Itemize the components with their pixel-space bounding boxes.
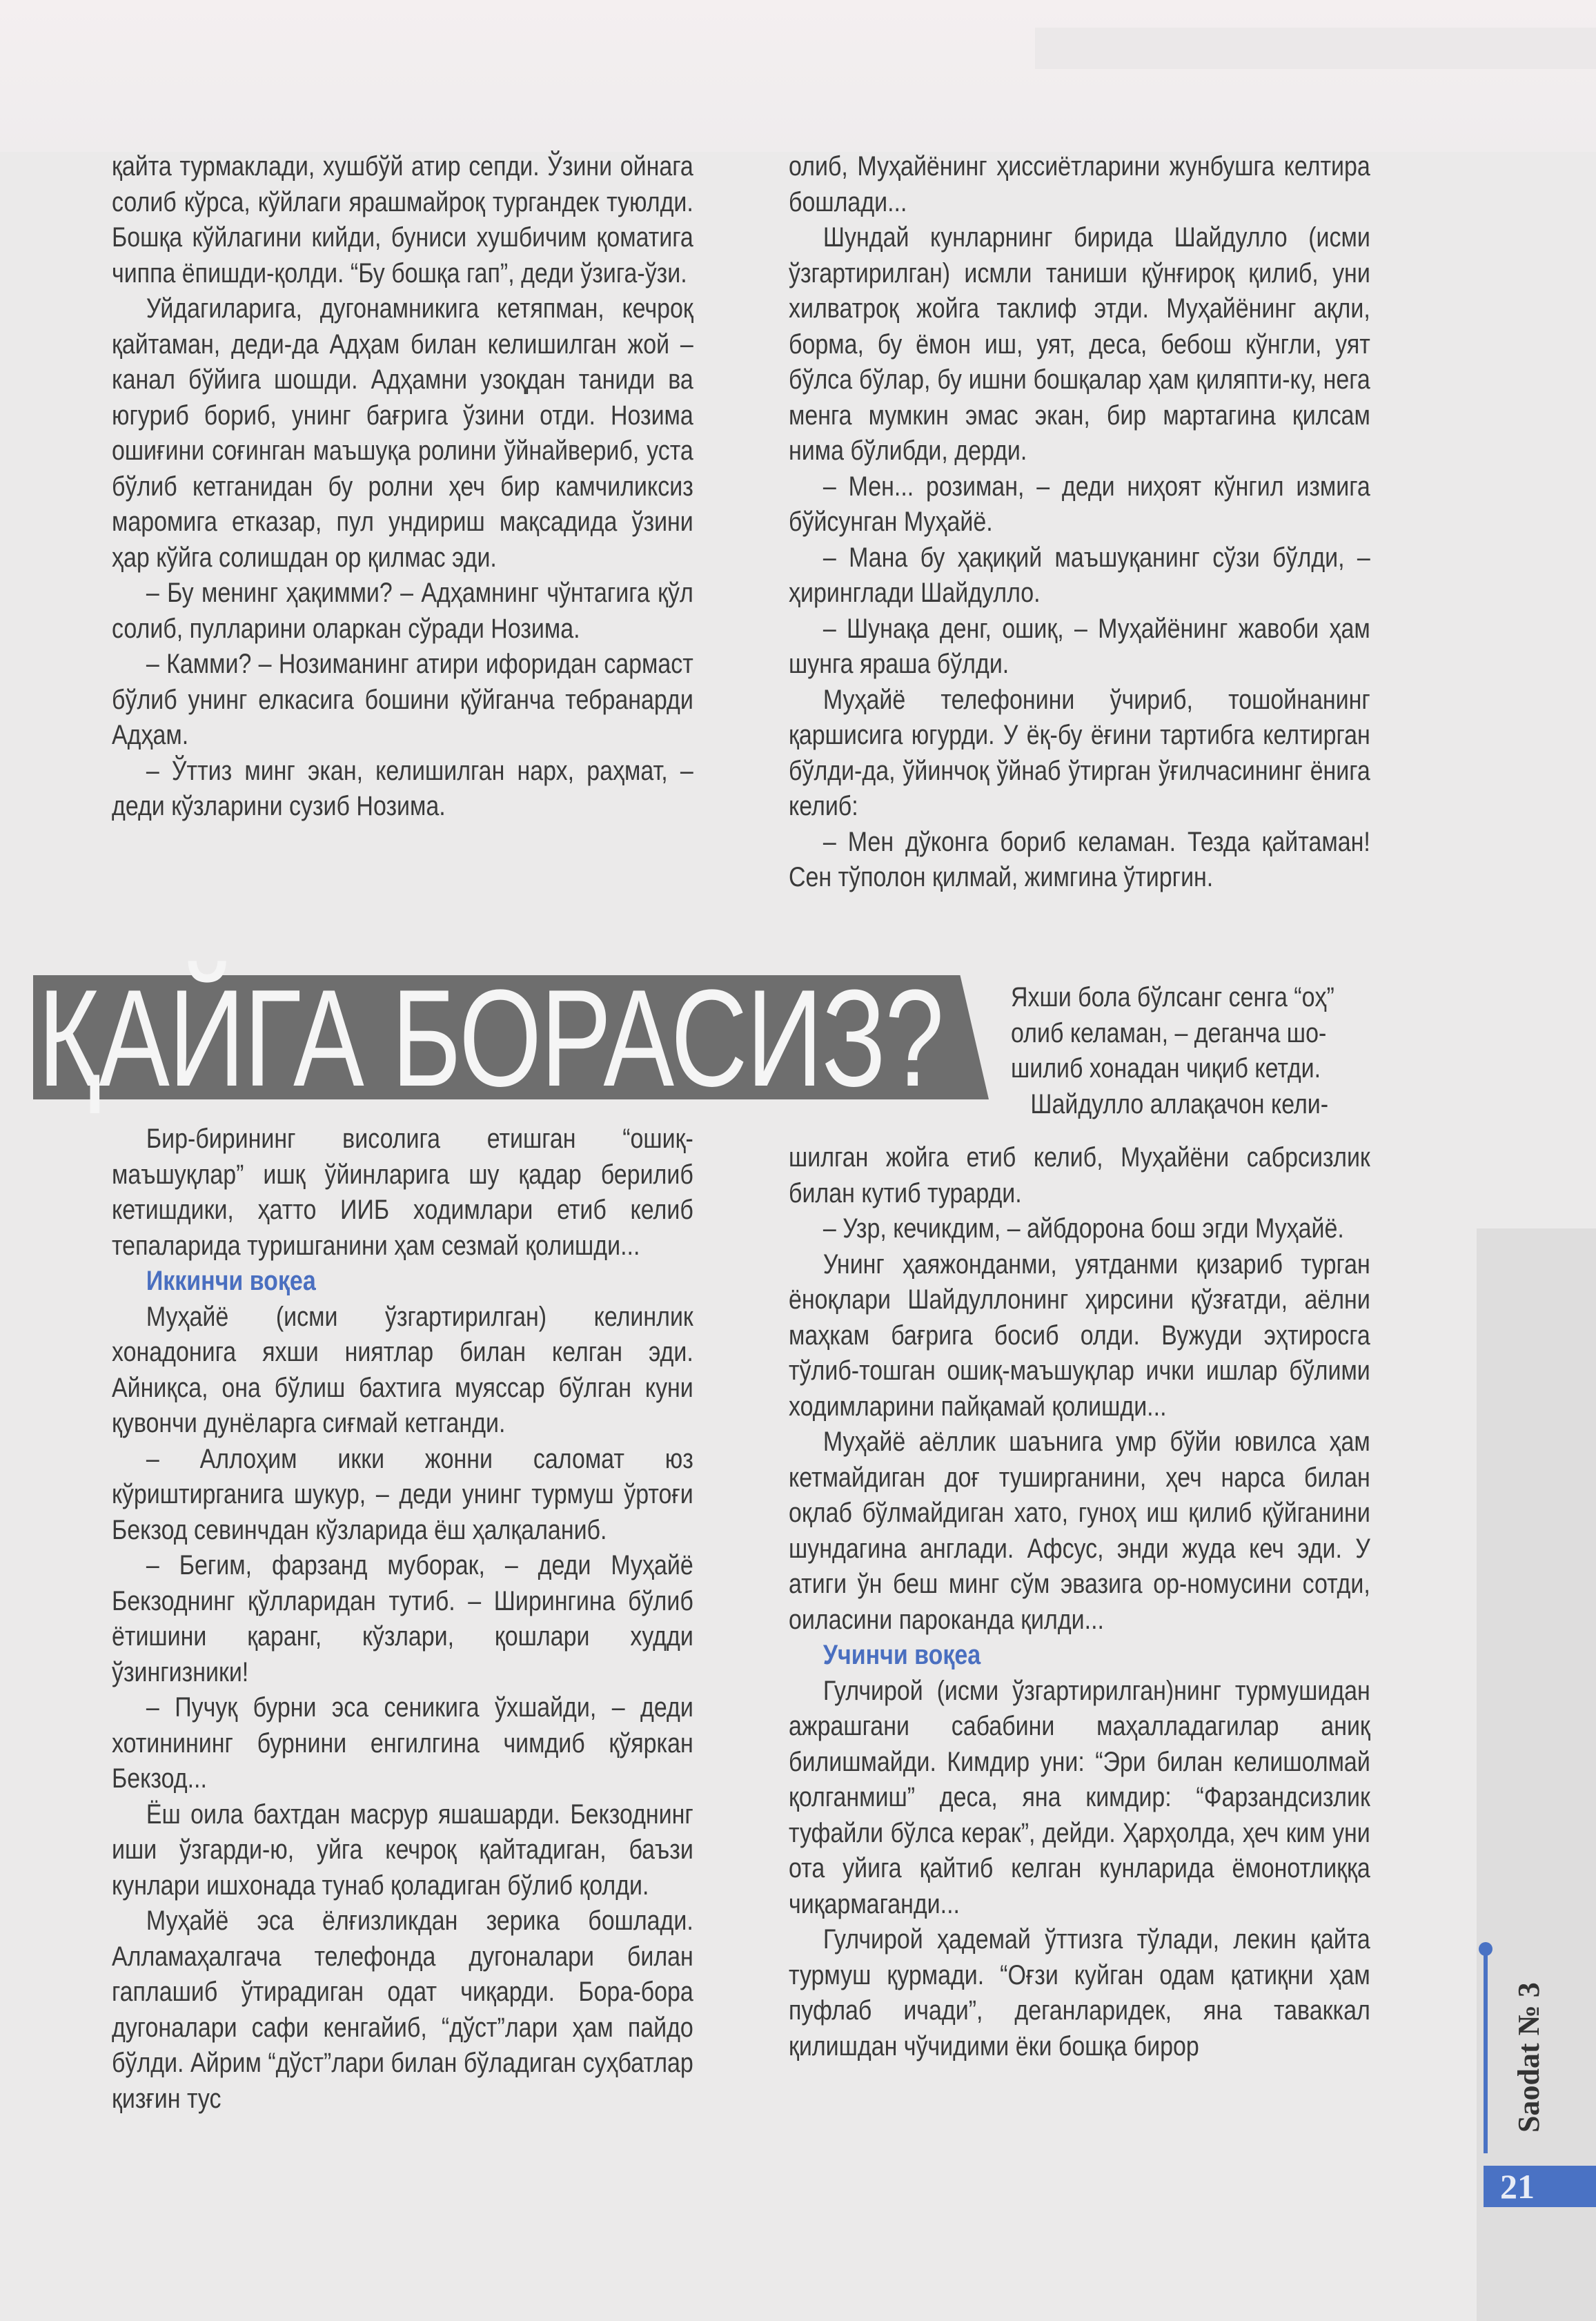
paragraph: Бир-бирининг висолига етишган “ошиқ-маъшуқлар” ишқ ўйинларига шу қадар берилиб кетишдики, ҳатто ИИБ ходимлари етиб келиб тепаларида туришганини ҳам сезмай қолишди...: [112, 1124, 693, 1261]
article-headline: ҚАЙГА БОРАСИЗ?: [38, 961, 943, 1115]
article-column-left-top: [112, 149, 693, 825]
wrap-line: Шайдулло аллақачон кели-: [1011, 1088, 1329, 1119]
paragraph: Шундай кунларнинг бирида Шайдулло (исми ўзгартирилган) исмли таниши қўнғироқ қилиб, уни хилватроқ жойга таклиф этди. Муҳайёнинг ақли, борма, бу ёмон иш, уят, деса, бебош кўнгли, уят бўлса бўлар, бу ишни бошқалар ҳам қиляпти-ку, нега менга мумкин эмас экан, бир мартагина қилсам нима бўлибди, дерди.: [789, 222, 1370, 466]
paragraph: Унинг ҳаяжонданми, уятданми қизариб турган ёноқлари Шайдуллонинг ҳирсини қўзғатди, аёлни маҳкам бағрига босиб олди. Вужуди эҳтиросга тўлиб-тошган ошиқ-маъшуқлар ички ишлар бўлими ходимларини пайқамай қолишди...: [789, 1248, 1370, 1422]
paragraph: Муҳайё (исми ўзгартирилган) келинлик хонадонига яхши ниятлар билан келган эди. Айниқса, она бўлиш бахтига муяссар бўлган куни қувончи дунёларга сиғмай кетганди.: [112, 1301, 693, 1438]
paragraph: Уйдагиларига, дугонамникига кетяпман, кечроқ қайтаман, деди-да Адҳам билан келишилган жой – канал бўйига шошди. Адҳамни узоқдан таниди ва югуриб бориб, унинг бағрига ўзини отди. Нозима ошиғини соғинган маъшуқа ролини ўйнайвериб, уста бўлиб кетганидан бу ролни ҳеч бир камчиликсиз маромига етказар, пул ундириш мақсадида ўзини ҳар кўйга солишдан ор қилмас эди.: [112, 293, 693, 573]
paragraph: Муҳайё эса ёлғизликдан зерика бошлади. Алламаҳалгача телефонда дугоналари билан гаплашиб ўтирадиган одат чиқарди. Бора-бора дугоналари сафи кенгайиб, “дўст”лари ҳам пайдо бўлди. Айрим “дўст”лари билан бўладиган суҳбатлар қизғин тус: [112, 1906, 693, 2114]
page-top-bleed: [0, 0, 1596, 152]
paragraph: – Аллоҳим икки жонни саломат юз кўриштирганига шукур, – деди унинг турмуш ўртоғи Бекзод севинчдан кўзларида ёш ҳалқаланиб.: [112, 1443, 693, 1545]
section-subheading: Учинчи воқеа: [822, 1640, 981, 1670]
paragraph: – Шунақа денг, ошиқ, – Муҳайёнинг жавоби ҳам шунга яраша бўлди.: [789, 613, 1370, 679]
paragraph: Муҳайё аёллик шаънига умр бўйи ювилса ҳам кетмайдиган доғ туширганини, ҳеч нарса билан оқлаб бўлмайдиган хато, гуноҳ иш қилиб қўйганини шундагина англади. Афсус, энди жуда кеч эди. У атиги ўн беш минг сўм эвазига ор-номусини сотди, оиласини пароканда қилди...: [789, 1427, 1370, 1635]
page-edge-shade: [1477, 1228, 1596, 2321]
paragraph: – Узр, кечикдим, – айбдорона бош эгди Муҳайё.: [822, 1213, 1344, 1244]
paragraph: – Мана бу ҳақиқий маъшуқанинг сўзи бўлди, – ҳиринглади Шайдулло.: [789, 542, 1370, 608]
wrap-line: олиб келаман, – деганча шо-: [1011, 1017, 1327, 1048]
paragraph: Муҳайё телефонини ўчириб, тошойнанинг қаршисига югурди. У ёқ-бу ёғини тартибга келтирган бўлди-да, ўйинчоқ ўйнаб ўтирган ўғилчасининг ёнига келиб:: [789, 684, 1370, 821]
article-column-right-top: [789, 149, 1370, 896]
page-number: 21: [1500, 2167, 1535, 2206]
magazine-issue-label: Saodat № 3: [1512, 1982, 1546, 2133]
paragraph: Ёш оила бахтдан масрур яшашарди. Бекзоднинг иши ўзгарди-ю, уйга кечроқ қайтадиган, баъзи кунлари ишхонада тунаб қоладиган бўлиб қолди.: [112, 1799, 693, 1901]
paragraph: – Бу менинг ҳақимми? – Адҳамнинг чўнтагига қўл солиб, пулларини оларкан сўради Нозима.: [112, 578, 693, 644]
paragraph: – Ўттиз минг экан, келишилган нарх, раҳмат, – деди кўзларини сузиб Нозима.: [112, 755, 693, 821]
paragraph: – Мен дўконга бориб келаман. Тезда қайтаман! Сен тўполон қилмай, жимгина ўтиргин.: [789, 826, 1370, 892]
paragraph: Гулчирой ҳадемай ўттизга тўлади, лекин қайта турмуш қурмади. “Оғзи куйган одам қатиқни ҳам пуфлаб ичади”, деганларидек, яна таваккал қилишдан чўчидими ёки бошқа бирор: [789, 1924, 1370, 2062]
section-subheading: Иккинчи воқеа: [146, 1266, 316, 1296]
article-column-right-bottom: [789, 1140, 1370, 2064]
paragraph: – Бегим, фарзанд муборак, – деди Муҳайё Бекзоднинг қўлларидан тутиб. – Ширингина бўлиб ётишини қаранг, кўзлари, қошлари худди ўзингизники!: [112, 1550, 693, 1687]
paragraph: олиб, Муҳайёнинг ҳиссиётларини жунбушга келтира бошлади...: [789, 151, 1370, 217]
wrap-line: Яхши бола бўлсанг сенга “оҳ”: [1011, 982, 1334, 1012]
paragraph: қайта турмаклади, хушбўй атир сепди. Ўзини ойнага солиб кўрса, кўйлаги ярашмайроқ тургандек туюлди. Бошқа кўйлагини кийди, буниси хушбичим қоматига чиппа ёпишди-қолди. “Бу бошқа гап”, деди ўзига-ўзи.: [112, 151, 693, 288]
article-column-left-bottom: [112, 1122, 693, 2117]
bleed-through-header-bar: [1035, 28, 1596, 69]
paragraph: – Мен... розиман, – деди ниҳоят кўнгил измига бўйсунган Муҳайё.: [789, 471, 1370, 537]
headline-wrap-text: [1011, 980, 1403, 1122]
paragraph: – Пучуқ бурни эса сеникига ўхшайди, – деди хотинининг бурнини енгилгина чимдиб қўяркан Бекзод...: [112, 1692, 693, 1794]
paragraph: – Камми? – Нозиманинг атири ифоридан сармаст бўлиб унинг елкасига бошини қўйганча тебранарди Адҳам.: [112, 649, 693, 750]
folio-rule: [1484, 1946, 1488, 2153]
wrap-line: шилиб хонадан чиқиб кетди.: [1011, 1053, 1321, 1084]
paragraph: шилган жойга етиб келиб, Муҳайёни сабрсизлик билан кутиб турарди.: [789, 1142, 1370, 1208]
paragraph: Гулчирой (исми ўзгартирилган)нинг турмушидан ажрашгани сабабини маҳалладагилар аниқ билишмайди. Кимдир уни: “Эри билан келишолмай қолганмиш” деса, яна кимдир: “Фарзандсизлик туфайли бўлса керак”, дейди. Ҳарҳолда, ҳеч ким уни ота уйига қайтиб келган кунларида ёмонотлиққа чиқармаганди...: [789, 1675, 1370, 1919]
